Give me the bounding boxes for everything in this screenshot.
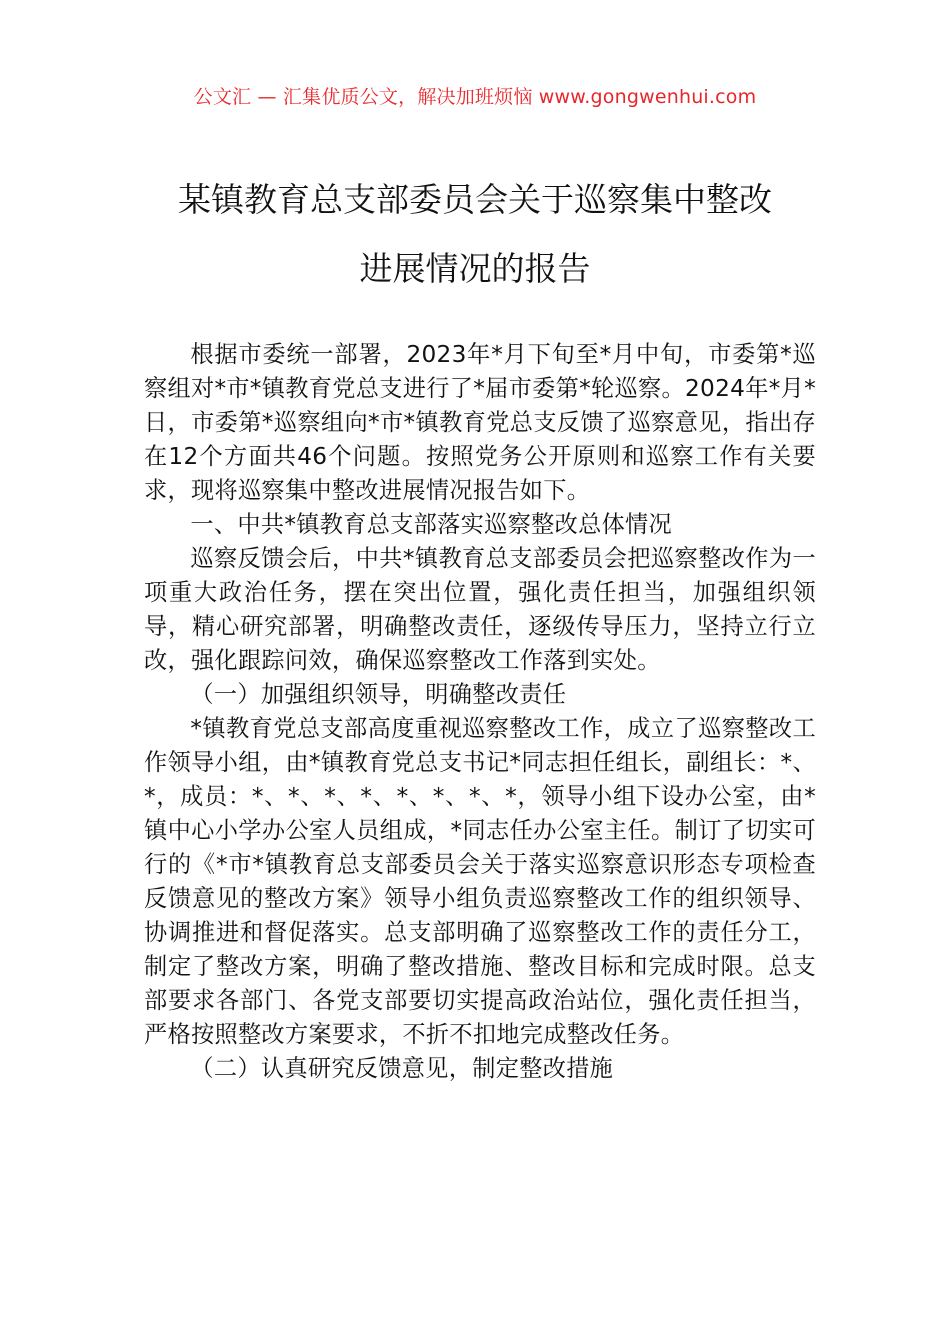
section-1-heading: 一、中共*镇教育总支部落实巡察整改总体情况 xyxy=(190,511,673,538)
document-body xyxy=(144,338,816,1086)
subsection-1-heading: （一）加强组织领导，明确整改责任 xyxy=(190,681,567,708)
document-title-line-2: 进展情况的报告 xyxy=(359,249,591,288)
intro-paragraph: 根据市委统一部署，2023年*月下旬至*月中旬，市委第*巡察组对*市*镇教育党总支进行了*届市委第*轮巡察。2024年*月*日，市委第*巡察组向*市*镇教育党总支反馈了巡察意见，指出存在12个方面共46个问题。按照党务公开原则和巡察工作有关要求，现将巡察集中整改进展情况报告如下。 xyxy=(144,341,816,504)
subsection-1-paragraph: *镇教育党总支部高度重视巡察整改工作，成立了巡察整改工作领导小组，由*镇教育党总支书记*同志担任组长，副组长：*、*，成员：*、*、*、*、*、*、*、*，领导小组下设办公室，由*镇中心小学办公室人员组成，*同志任办公室主任。制订了切实可行的《*市*镇教育总支部委员会关于落实巡察意识形态专项检查反馈意见的整改方案》领导小组负责巡察整改工作的组织领导、协调推进和督促落实。总支部明确了巡察整改工作的责任分工，制定了整改方案，明确了整改措施、整改目标和完成时限。总支部要求各部门、各党支部要切实提高政治站位，强化责任担当，严格按照整改方案要求，不折不扣地完成整改任务。 xyxy=(144,715,816,1048)
site-banner[interactable]: 公文汇 — 汇集优质公文，解决加班烦恼 www.gongwenhui.com xyxy=(193,86,757,108)
document-title-line-1: 某镇教育总支部委员会关于巡察集中整改 xyxy=(178,180,772,219)
subsection-2-heading: （二）认真研究反馈意见，制定整改措施 xyxy=(190,1055,614,1082)
section-1-paragraph: 巡察反馈会后，中共*镇教育总支部委员会把巡察整改作为一项重大政治任务，摆在突出位置，强化责任担当，加强组织领导，精心研究部署，明确整改责任，逐级传导压力，坚持立行立改，强化跟踪问效，确保巡察整改工作落到实处。 xyxy=(144,545,816,674)
